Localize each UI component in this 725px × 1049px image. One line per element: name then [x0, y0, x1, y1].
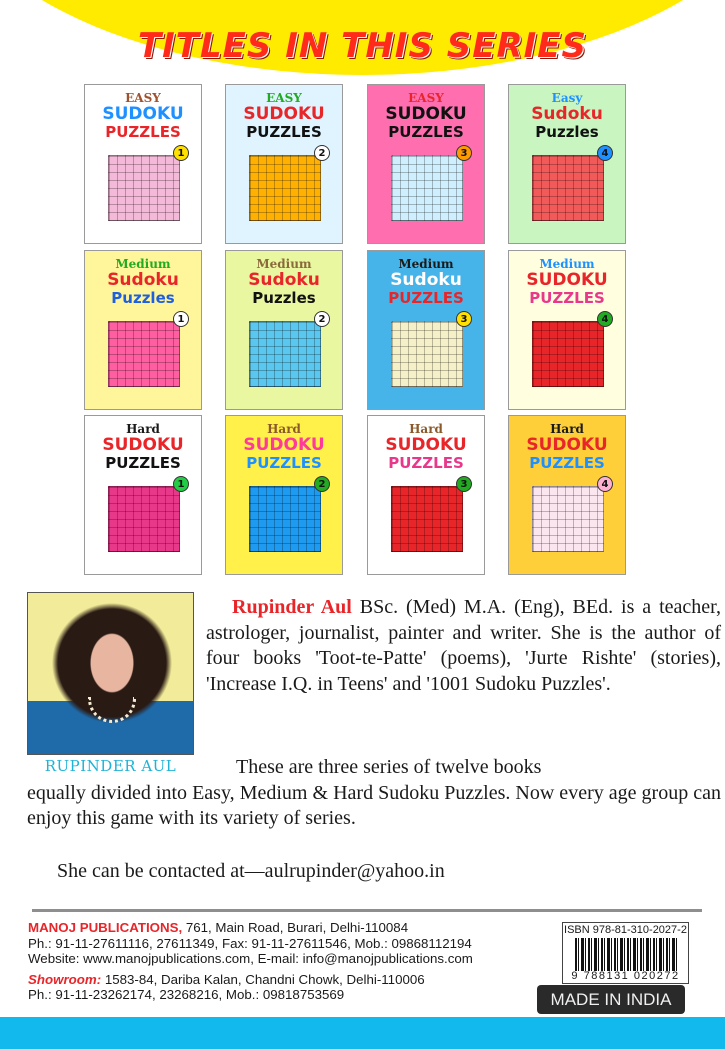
series-description-first-line: These are three series of twelve books — [236, 756, 542, 778]
book-title-word2: PUZZLES — [529, 289, 605, 307]
book-title-word1: SUDOKU — [385, 104, 467, 124]
book-title-word2: Puzzles — [535, 123, 599, 141]
book-cover — [367, 84, 485, 244]
sudoku-grid-icon — [532, 155, 604, 221]
author-photo — [27, 592, 194, 755]
divider-line — [32, 909, 702, 912]
book-level: EASY — [266, 91, 302, 105]
sudoku-grid-icon — [391, 155, 463, 221]
book-title-word1: Sudoku — [390, 270, 462, 290]
book-cover — [508, 84, 626, 244]
book-number-badge: 1 — [173, 476, 189, 492]
book-number-badge: 1 — [173, 145, 189, 161]
book-title-word2: PUZZLES — [388, 123, 464, 141]
book-title-word2: Puzzles — [252, 289, 316, 307]
book-title-word2: PUZZLES — [105, 454, 181, 472]
book-cover — [508, 415, 626, 575]
publisher-phones: Ph.: 91-11-27611116, 27611349, Fax: 91-11-27611546, Mob.: 09868112194 — [28, 935, 472, 951]
book-number-badge: 2 — [314, 476, 330, 492]
series-description — [27, 755, 721, 832]
book-title-word1: Sudoku — [248, 270, 320, 290]
book-number-badge: 1 — [173, 311, 189, 327]
sudoku-grid-icon — [108, 486, 180, 552]
author-bio — [206, 595, 721, 697]
book-level: Medium — [256, 257, 312, 271]
book-level: EASY — [408, 91, 444, 105]
book-title-word1: SUDOKU — [102, 435, 184, 455]
book-title-word1: Sudoku — [531, 104, 603, 124]
book-cover — [84, 250, 202, 410]
book-title-word2: Puzzles — [111, 289, 175, 307]
book-title-word1: SUDOKU — [243, 104, 325, 124]
series-description-rest: equally divided into Easy, Medium & Hard Sudoku Puzzles. Now every age group can enjoy this game with its variety of series. — [27, 781, 721, 829]
book-title-word1: SUDOKU — [526, 435, 608, 455]
sudoku-grid-icon — [391, 486, 463, 552]
barcode-digits: 9 788131 020272 — [571, 970, 680, 982]
showroom-phones: Ph.: 91-11-23262174, 23268216, Mob.: 09818753569 — [28, 987, 345, 1002]
book-title-word1: SUDOKU — [526, 270, 608, 290]
book-number-badge: 4 — [597, 476, 613, 492]
book-title-word2: PUZZLES — [388, 289, 464, 307]
publisher-name: MANOJ PUBLICATIONS, — [28, 920, 183, 935]
sudoku-grid-icon — [532, 486, 604, 552]
book-cover — [367, 415, 485, 575]
sudoku-grid-icon — [249, 155, 321, 221]
series-title: TITLES IN THIS SERIES — [137, 26, 588, 66]
book-number-badge: 3 — [456, 145, 472, 161]
book-level: Hard — [267, 422, 301, 436]
author-bio-text: BSc. (Med) M.A. (Eng), BEd. is a teacher, astrologer, journalist, painter and writer. She is the author of four books 'Toot-te-Patte' (poems), 'Jurte Rishte' (stories), 'Increase I.Q. in Teens' and '1001 Sudoku Puzzles'. — [206, 596, 721, 695]
book-level: EASY — [125, 91, 161, 105]
barcode-icon — [575, 938, 678, 971]
isbn-label: ISBN 978-81-310-2027-2 — [564, 924, 687, 936]
showroom-address-line — [28, 972, 548, 988]
book-title-word1: SUDOKU — [385, 435, 467, 455]
book-cover — [225, 250, 343, 410]
book-cover — [225, 84, 343, 244]
book-cover — [508, 250, 626, 410]
sudoku-grid-icon — [249, 321, 321, 387]
sudoku-grid-icon — [108, 155, 180, 221]
book-title-word2: PUZZLES — [246, 123, 322, 141]
author-caption: RUPINDER AUL — [44, 757, 177, 775]
book-cover — [84, 415, 202, 575]
book-title-word1: SUDOKU — [243, 435, 325, 455]
book-number-badge: 4 — [597, 311, 613, 327]
publisher-address: 761, Main Road, Burari, Delhi-110084 — [182, 920, 409, 935]
sudoku-grid-icon — [249, 486, 321, 552]
publisher-address-line — [28, 920, 548, 936]
isbn-barcode-box — [562, 922, 689, 984]
footer-blue-band — [0, 1017, 725, 1049]
book-cover — [225, 415, 343, 575]
book-level: Hard — [409, 422, 443, 436]
sudoku-grid-icon — [391, 321, 463, 387]
book-title-word2: PUZZLES — [105, 123, 181, 141]
book-title-word1: Sudoku — [107, 270, 179, 290]
book-title-word2: PUZZLES — [246, 454, 322, 472]
book-level: Hard — [550, 422, 584, 436]
author-name: Rupinder Aul — [232, 596, 352, 618]
book-level: Medium — [115, 257, 171, 271]
book-level: Medium — [398, 257, 454, 271]
book-number-badge: 2 — [314, 311, 330, 327]
book-title-word2: PUZZLES — [529, 454, 605, 472]
showroom-address: 1583-84, Dariba Kalan, Chandni Chowk, Delhi-110006 — [101, 971, 425, 987]
publisher-info — [28, 920, 548, 1003]
book-number-badge: 2 — [314, 145, 330, 161]
author-contact: She can be contacted at—aulrupinder@yahoo.in — [57, 860, 445, 882]
showroom-label: Showroom: — [28, 971, 102, 987]
book-number-badge: 3 — [456, 311, 472, 327]
book-number-badge: 4 — [597, 145, 613, 161]
book-title-word1: SUDOKU — [102, 104, 184, 124]
book-number-badge: 3 — [456, 476, 472, 492]
necklace-decoration — [88, 697, 136, 723]
book-level: Hard — [126, 422, 160, 436]
sudoku-grid-icon — [108, 321, 180, 387]
book-cover — [84, 84, 202, 244]
sudoku-grid-icon — [532, 321, 604, 387]
book-level: Medium — [539, 257, 595, 271]
book-title-word2: PUZZLES — [388, 454, 464, 472]
made-in-india-badge: MADE IN INDIA — [537, 985, 685, 1014]
book-cover — [367, 250, 485, 410]
publisher-web-email: Website: www.manojpublications.com, E-mail: info@manojpublications.com — [28, 951, 473, 966]
book-level: Easy — [551, 91, 583, 105]
